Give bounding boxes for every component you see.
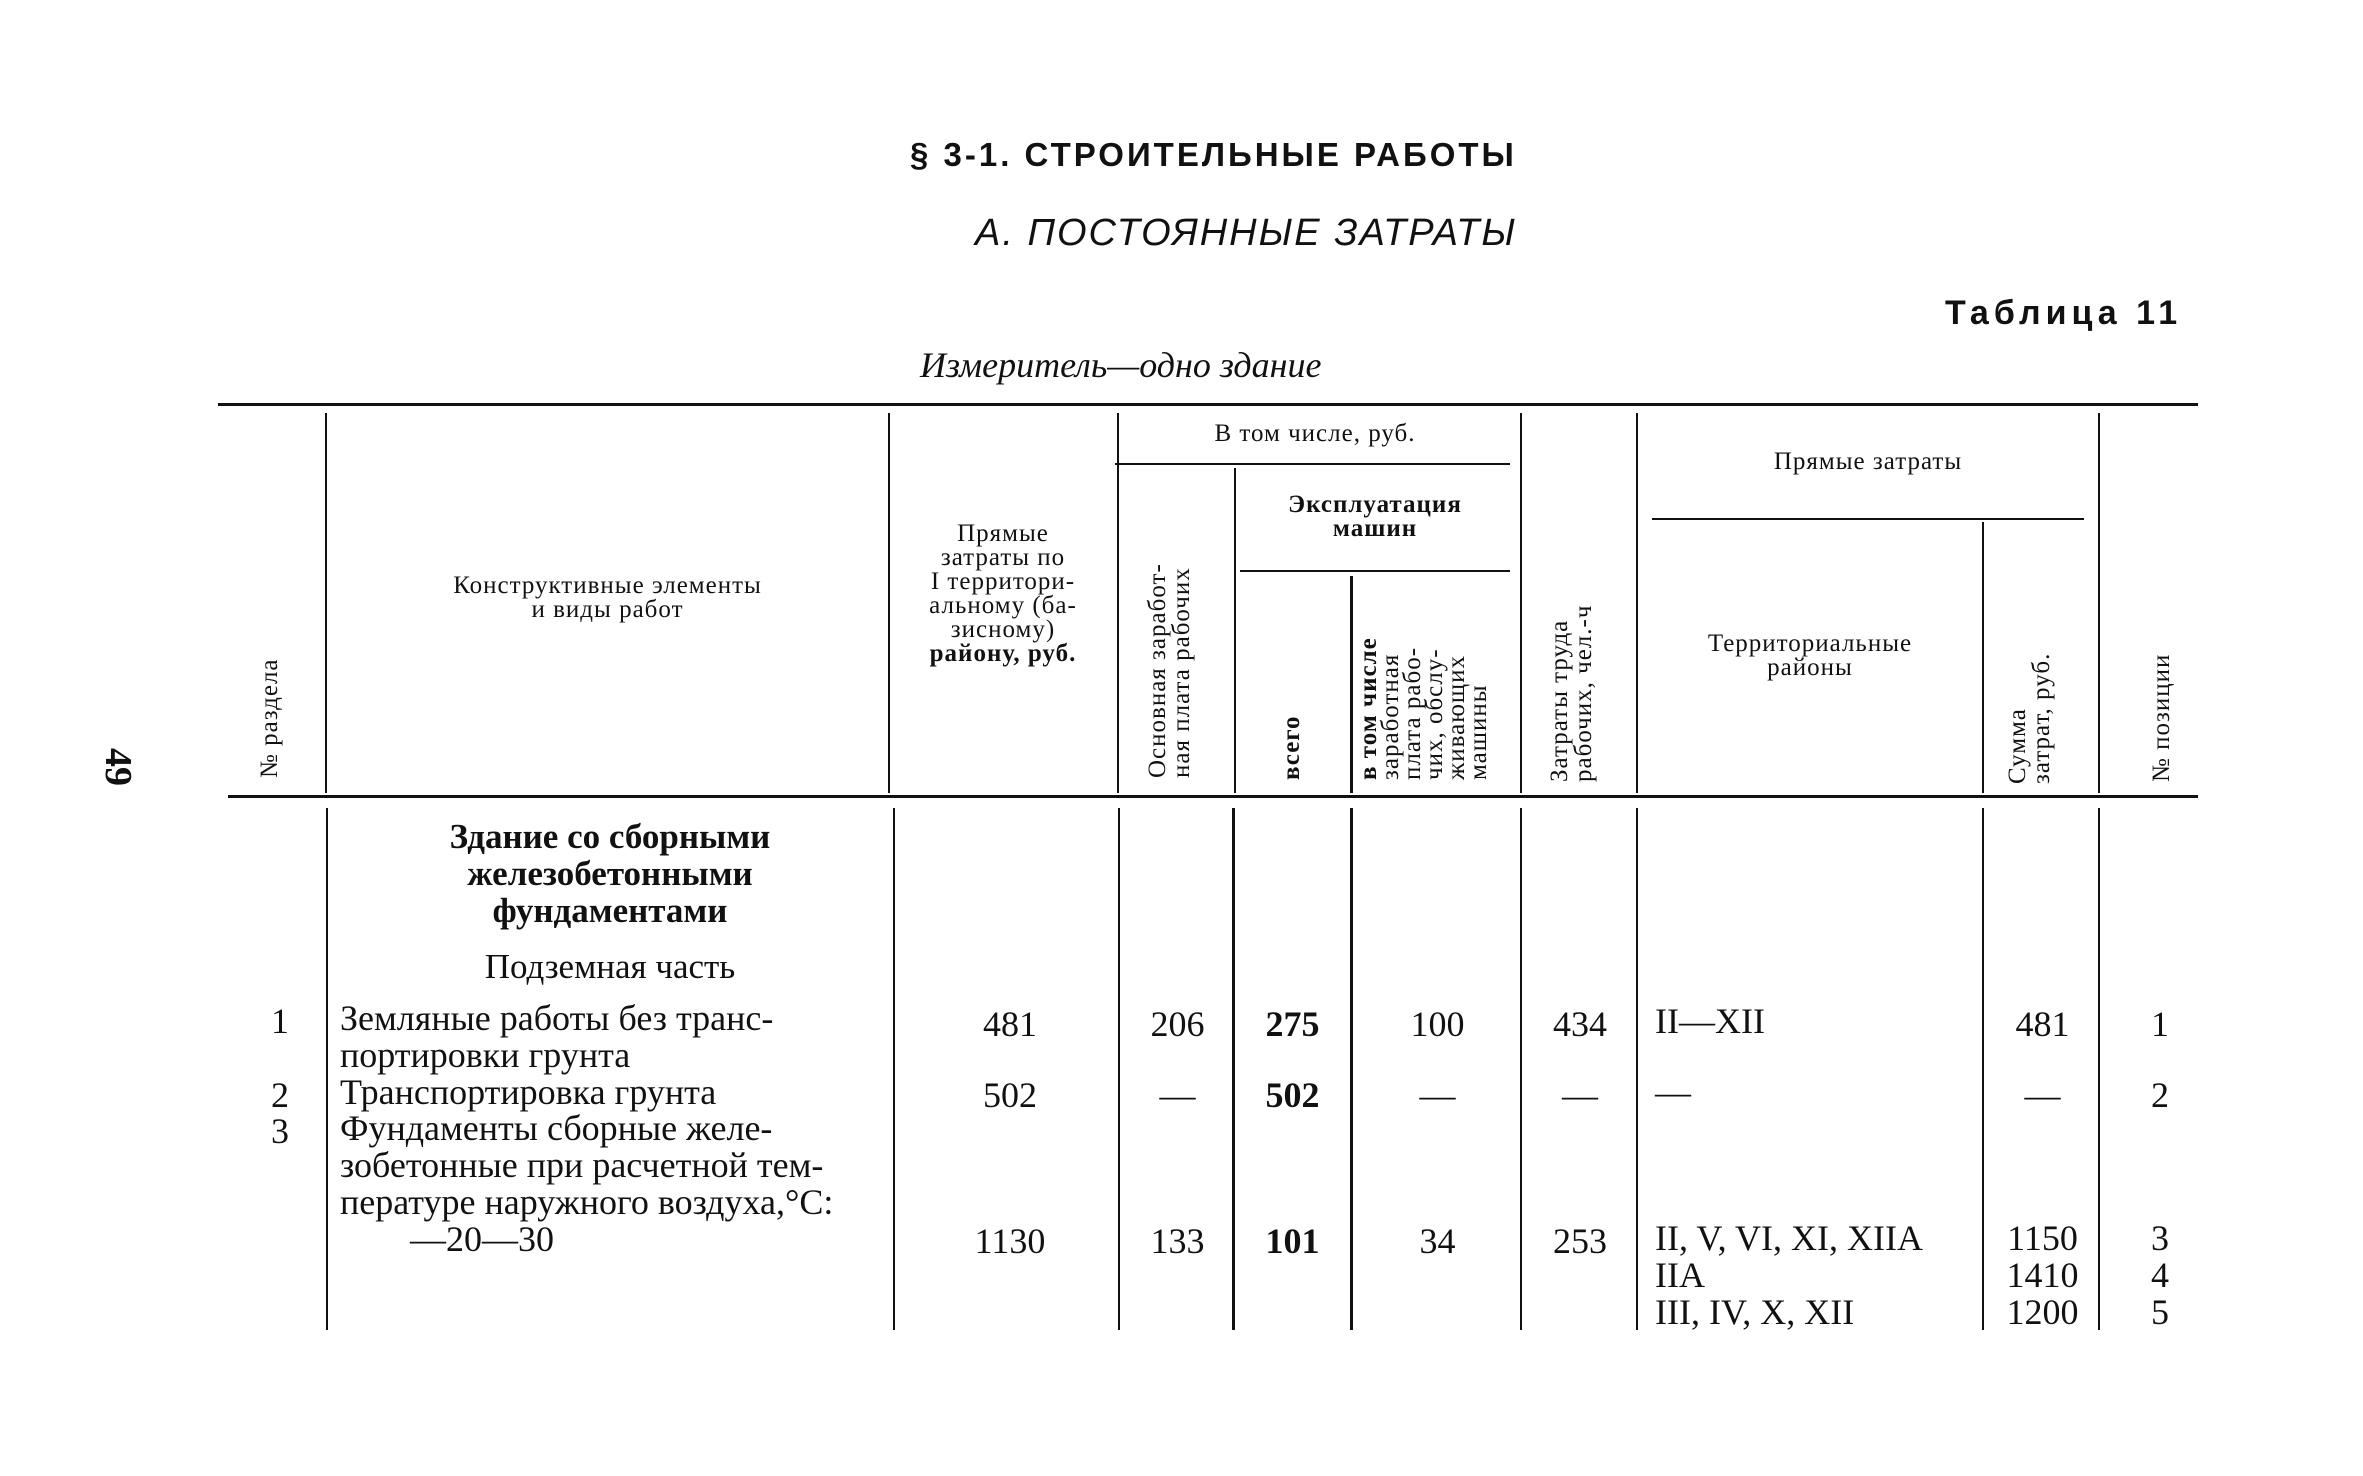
header-labor: Затраты труда рабочих, чел.-ч — [1546, 604, 1597, 782]
header-direct-cost: Прямые затраты по I территори- альному (ба- зисному) району, руб. — [929, 520, 1077, 667]
header-regions: Территориальные районы — [1707, 630, 1913, 681]
cell-machines-wages: 100 — [1410, 1004, 1465, 1044]
subsection-title: А. ПОСТОЯННЫЕ ЗАТРАТЫ — [975, 212, 1518, 254]
header-machines: Эксплуатация машин — [1288, 491, 1462, 542]
header-incl-wages: в том числе заработная плата рабо- чих, обслу- живающих машины — [1355, 637, 1492, 780]
cell-machines-wages: — — [1419, 1075, 1456, 1115]
cell-wages: — — [1159, 1075, 1196, 1115]
cell-machines-total: 101 — [1265, 1221, 1320, 1261]
header-including: В том числе, руб. — [1214, 420, 1416, 447]
building-title: Здание со сборными железобетонными фундаментами — [449, 817, 771, 930]
table-label: Таблица 11 — [1945, 294, 2183, 332]
cell-labor: 434 — [1553, 1004, 1607, 1044]
row-description: Транспортировка грунта — [340, 1072, 717, 1112]
cell-position: 2 — [2151, 1075, 2169, 1115]
cell-direct: 1130 — [974, 1221, 1046, 1261]
cell-labor: — — [1562, 1075, 1598, 1115]
row-section-no: 2 — [271, 1075, 289, 1115]
cell-machines-wages: 34 — [1419, 1221, 1456, 1261]
header-position: № позиции — [2148, 653, 2175, 782]
row-description: Земляные работы без транс- портировки грунта — [340, 998, 774, 1075]
cell-regions: II, V, VI, XI, XIIA IIA III, IV, X, XII — [1655, 1218, 1923, 1332]
cell-position: 1 — [2151, 1004, 2169, 1044]
cell-wages: 206 — [1150, 1004, 1205, 1044]
header-direct-group: Прямые затраты — [1773, 448, 1963, 475]
header-sum: Сумма затрат, руб. — [2004, 652, 2055, 784]
cell-direct: 481 — [983, 1004, 1037, 1044]
cell-sum: 481 — [2015, 1004, 2070, 1044]
section-title: § 3-1. СТРОИТЕЛЬНЫЕ РАБОТЫ — [910, 136, 1517, 173]
cell-position: 3 4 5 — [2151, 1218, 2169, 1332]
page-number: 49 — [97, 748, 139, 786]
row-description: Фундаменты сборные желе- зобетонные при расчетной тем- пературе наружного воздуха,°С: —20—30 — [340, 1108, 834, 1259]
cell-regions: — — [1655, 1072, 1691, 1112]
header-section-no: № раздела — [256, 658, 283, 778]
cell-direct: 502 — [983, 1075, 1037, 1115]
cell-wages: 133 — [1150, 1221, 1205, 1261]
row-section-no: 1 — [271, 1001, 289, 1041]
cell-regions: II—XII — [1655, 1001, 1765, 1041]
cell-machines-total: 502 — [1265, 1075, 1320, 1115]
underground-subheading: Подземная часть — [484, 947, 736, 986]
cell-machines-total: 275 — [1265, 1004, 1320, 1044]
header-total: всего — [1278, 715, 1305, 780]
measure-label: Измеритель—одно здание — [920, 345, 1322, 385]
header-elements: Конструктивные элементы и виды работ — [453, 572, 762, 623]
cell-labor: 253 — [1553, 1221, 1607, 1261]
cell-sum: 1150 1410 1200 — [2006, 1218, 2079, 1332]
cell-sum: — — [2024, 1075, 2061, 1115]
header-wages: Основная заработ- ная плата рабочих — [1144, 563, 1195, 778]
row-section-no: 3 — [271, 1111, 289, 1151]
